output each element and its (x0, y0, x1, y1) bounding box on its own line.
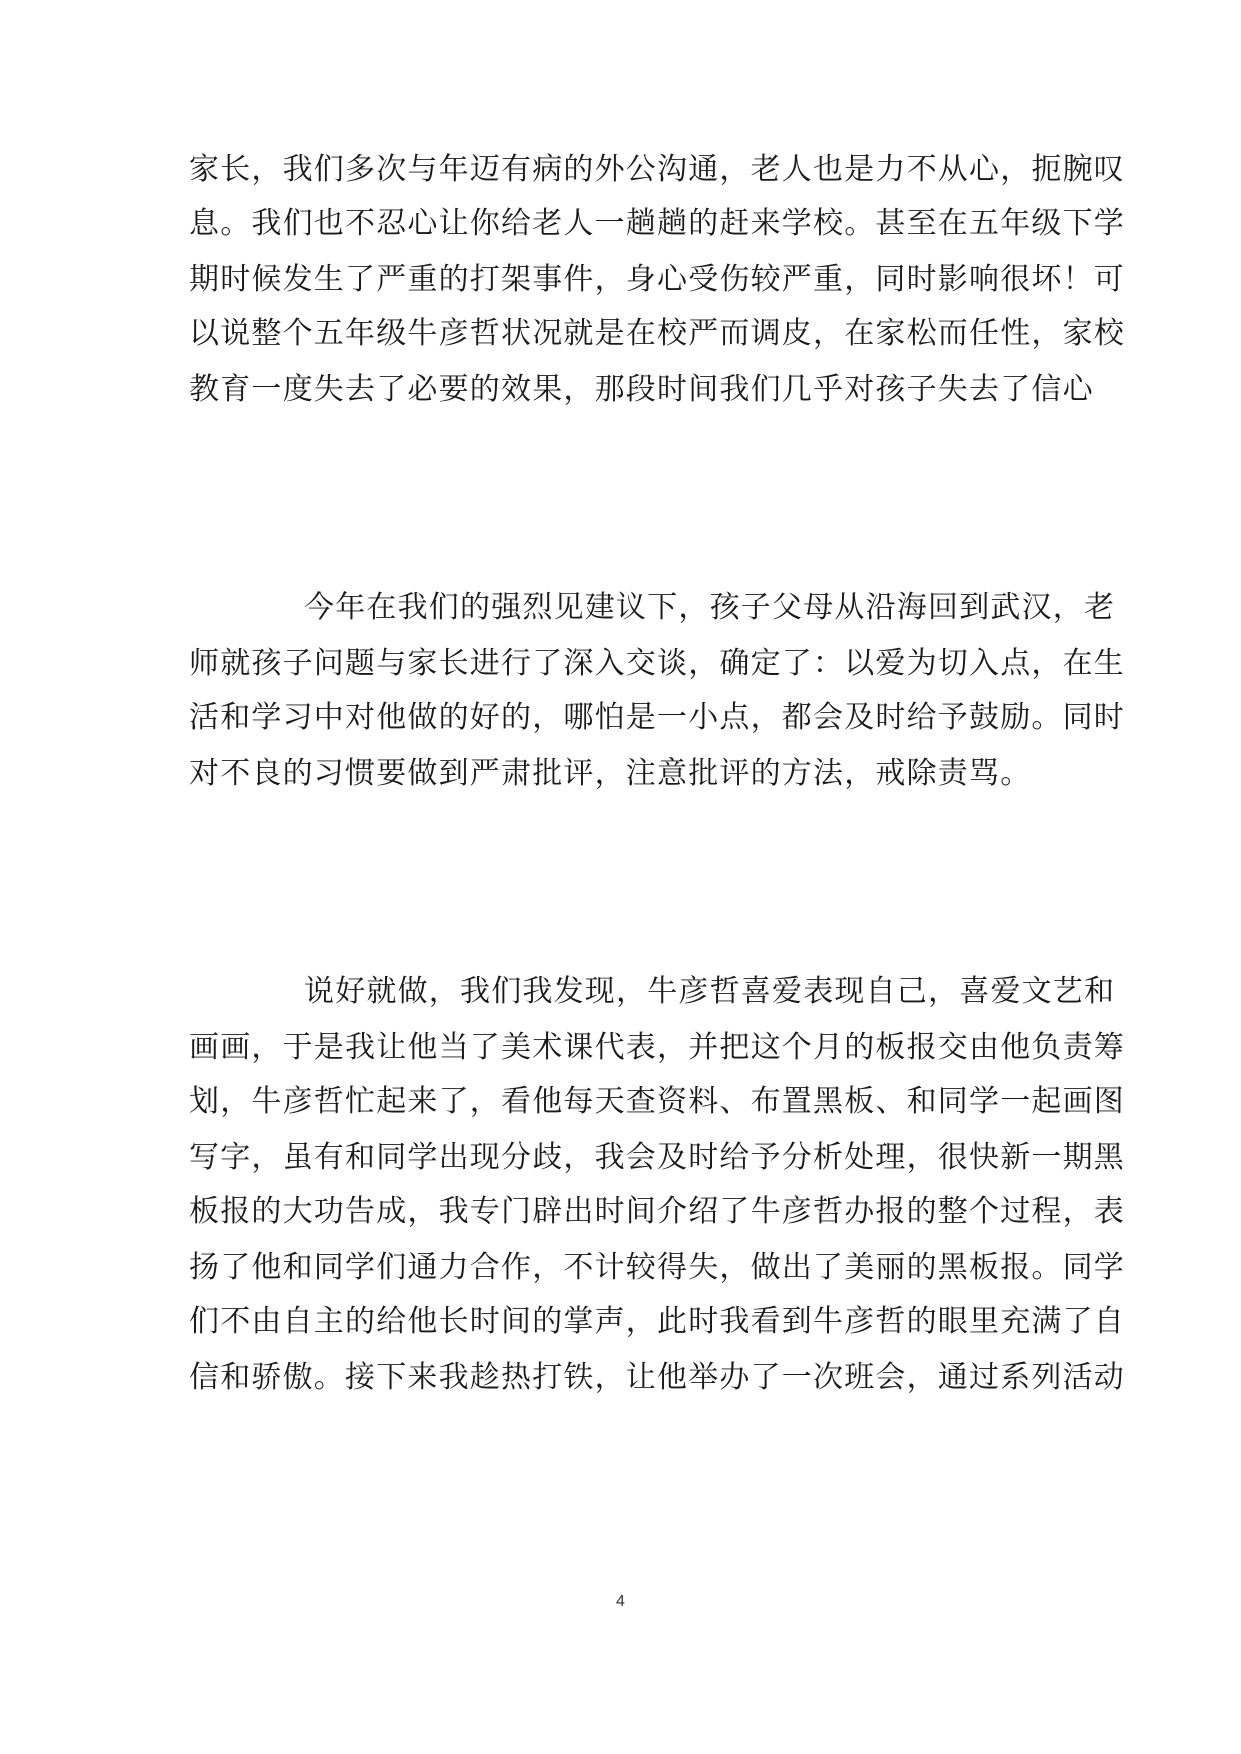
paragraph-2-line-2: 师就孩子问题与家长进行了深入交谈，确定了：以爱为切入点，在生 (189, 646, 1125, 681)
page-number: 4 (616, 1593, 625, 1610)
paragraph-2-line-4: 对不良的习惯要做到严肃批评，注意批评的方法，戒除责骂。 (189, 756, 1032, 791)
paragraph-2-line-3: 活和学习中对他做的好的，哪怕是一小点，都会及时给予鼓励。同时 (189, 700, 1125, 735)
paragraph-1-line-2: 息。我们也不忍心让你给老人一趟趟的赶来学校。甚至在五年级下学 (189, 206, 1125, 241)
paragraph-3-line-6: 扬了他和同学们通力合作，不计较得失，做出了美丽的黑板报。同学 (189, 1250, 1125, 1285)
paragraph-1-line-1: 家长，我们多次与年迈有病的外公沟通，老人也是力不从心，扼腕叹 (189, 152, 1125, 187)
paragraph-3-line-4: 写字，虽有和同学出现分歧，我会及时给予分析处理，很快新一期黑 (189, 1140, 1125, 1175)
paragraph-3-line-1: 说好就做，我们我发现，牛彦哲喜爱表现自己，喜爱文艺和 (304, 974, 1116, 1009)
paragraph-1-line-3: 期时候发生了严重的打架事件，身心受伤较严重，同时影响很坏！可 (189, 262, 1125, 297)
paragraph-3-line-2: 画画，于是我让他当了美术课代表，并把这个月的板报交由他负责筹 (189, 1030, 1125, 1065)
paragraph-2-line-1: 今年在我们的强烈见建议下，孩子父母从沿海回到武汉，老 (304, 590, 1116, 625)
paragraph-3-line-3: 划，牛彦哲忙起来了，看他每天查资料、布置黑板、和同学一起画图 (189, 1084, 1125, 1119)
paragraph-1-line-5: 教育一度失去了必要的效果，那段时间我们几乎对孩子失去了信心 (189, 372, 1094, 407)
paragraph-3-line-5: 板报的大功告成，我专门辟出时间介绍了牛彦哲办报的整个过程，表 (189, 1194, 1125, 1229)
paragraph-3-line-7: 们不由自主的给他长时间的掌声，此时我看到牛彦哲的眼里充满了自 (189, 1304, 1125, 1339)
paragraph-3-line-8: 信和骄傲。接下来我趁热打铁，让他举办了一次班会，通过系列活动 (189, 1360, 1125, 1395)
paragraph-1-line-4: 以说整个五年级牛彦哲状况就是在校严而调皮，在家松而任性，家校 (189, 316, 1125, 351)
